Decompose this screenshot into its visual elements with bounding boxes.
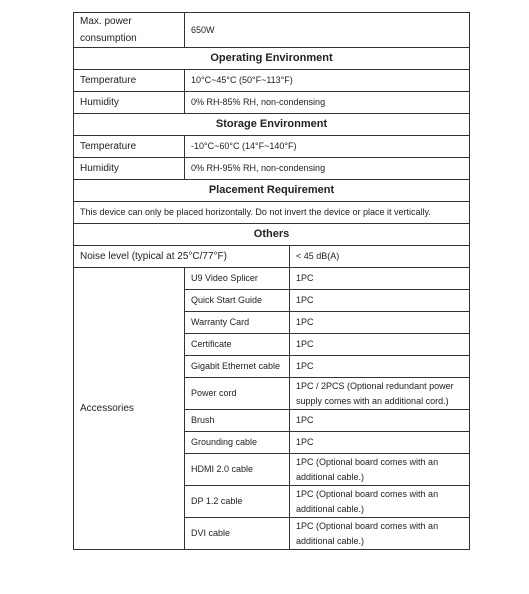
accessory-quantity: 1PC (Optional board comes with an additional cable.) (290, 518, 470, 550)
accessory-quantity: 1PC (290, 268, 470, 290)
others-heading-row (74, 224, 470, 246)
operating-environment-heading: Operating Environment (74, 48, 470, 70)
storage-humidity-row (74, 158, 470, 180)
operating-heading-row (74, 48, 470, 70)
accessory-quantity: 1PC (290, 312, 470, 334)
noise-row (74, 246, 470, 268)
operating-temperature-value: 10°C~45°C (50°F~113°F) (185, 70, 470, 92)
noise-level-value: < 45 dB(A) (290, 246, 470, 268)
accessory-name: Quick Start Guide (185, 290, 290, 312)
accessory-name: Gigabit Ethernet cable (185, 356, 290, 378)
accessory-row (74, 268, 470, 290)
operating-humidity-row (74, 92, 470, 114)
noise-level-label: Noise level (typical at 25°C/77°F) (74, 246, 290, 268)
placement-requirement-heading: Placement Requirement (74, 180, 470, 202)
operating-temperature-row (74, 70, 470, 92)
accessory-quantity: 1PC (Optional board comes with an additional cable.) (290, 454, 470, 486)
accessory-name: Grounding cable (185, 432, 290, 454)
accessory-name: DVI cable (185, 518, 290, 550)
accessory-name: Brush (185, 410, 290, 432)
accessory-name: Warranty Card (185, 312, 290, 334)
storage-temperature-label: Temperature (74, 136, 185, 158)
placement-text-row (74, 202, 470, 224)
storage-temperature-row (74, 136, 470, 158)
storage-environment-heading: Storage Environment (74, 114, 470, 136)
operating-humidity-label: Humidity (74, 92, 185, 114)
accessory-quantity: 1PC (290, 334, 470, 356)
accessory-name: U9 Video Splicer (185, 268, 290, 290)
accessory-quantity: 1PC (290, 410, 470, 432)
accessories-label: Accessories (74, 268, 185, 550)
accessory-name: Certificate (185, 334, 290, 356)
storage-temperature-value: -10°C~60°C (14°F~140°F) (185, 136, 470, 158)
accessory-quantity: 1PC (290, 432, 470, 454)
placement-requirement-text: This device can only be placed horizontally. Do not invert the device or place it vertically. (74, 202, 470, 224)
max-power-row (74, 13, 470, 48)
operating-humidity-value: 0% RH-85% RH, non-condensing (185, 92, 470, 114)
max-power-value: 650W (185, 13, 470, 48)
accessory-name: Power cord (185, 378, 290, 410)
others-heading: Others (74, 224, 470, 246)
storage-heading-row (74, 114, 470, 136)
storage-humidity-label: Humidity (74, 158, 185, 180)
accessory-quantity: 1PC (Optional board comes with an additional cable.) (290, 486, 470, 518)
placement-heading-row (74, 180, 470, 202)
accessory-quantity: 1PC / 2PCS (Optional redundant power supply comes with an additional cord.) (290, 378, 470, 410)
storage-humidity-value: 0% RH-95% RH, non-condensing (185, 158, 470, 180)
operating-temperature-label: Temperature (74, 70, 185, 92)
max-power-label: Max. power consumption (74, 13, 185, 48)
accessory-name: HDMI 2.0 cable (185, 454, 290, 486)
accessory-quantity: 1PC (290, 290, 470, 312)
accessory-name: DP 1.2 cable (185, 486, 290, 518)
specifications-table (73, 12, 470, 550)
accessory-quantity: 1PC (290, 356, 470, 378)
